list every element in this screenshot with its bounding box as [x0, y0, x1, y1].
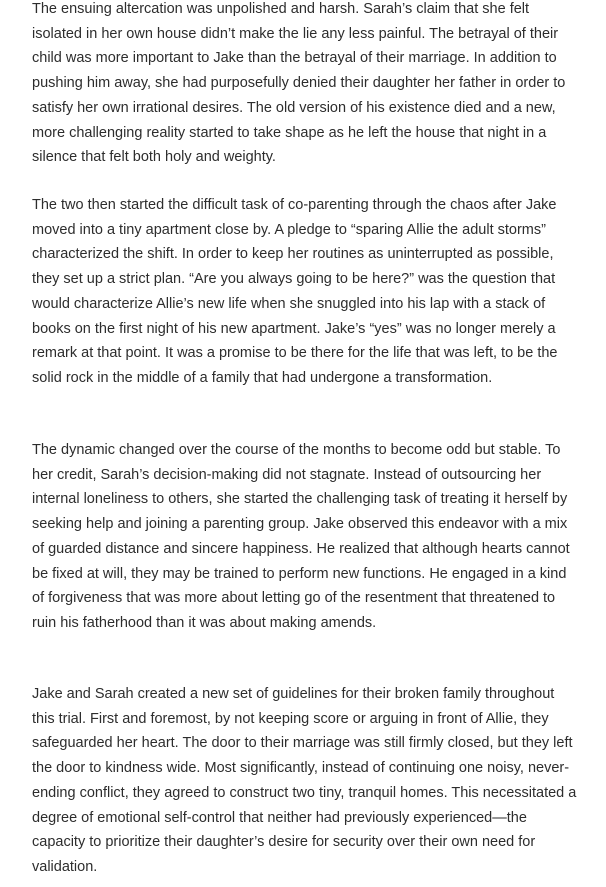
paragraph-new-guidelines: Jake and Sarah created a new set of guidelines for their broken family throughout this trial. First and foremost, by not keeping score or arguing in front of Allie, they safeguarded her heart. The door to their marriage was still firmly closed, but they left the door to kindness wide. Most significantly, instead of continuing one noisy, never-ending conflict, they agreed to construct two tiny, tranquil homes. This necessitated a degree of emotional self-control that neither had previously experienced—the capacity to prioritize their daughter’s desire for security over their own need for validation. — [32, 686, 577, 875]
paragraph-altercation: The ensuing altercation was unpolished and harsh. Sarah’s claim that she felt isolated in her own house didn’t make the lie any less painful. The betrayal of their child was more important to Jake than the betrayal of their marriage. In addition to pushing him away, she had purposefully denied their daughter her father in order to satisfy her own irrational desires. The old version of his existence died and a new, more challenging reality started to take shape as he left the house that night in a silence that felt both holy and weighty. — [32, 1, 566, 166]
paragraph-co-parenting: The two then started the difficult task of co-parenting through the chaos after Jake moved into a tiny apartment close by. A pledge to “sparing Allie the adult storms” characterized the shift. In order to keep her routines as uninterrupted as possible, they set up a strict plan. “Are you always going to be here?” was the question that would characterize Allie’s new life when she snuggled into his lap with a stack of books on the first night of his new apartment. Jake’s “yes” was no longer merely a remark at that point. It was a promise to be there for the life that was left, to be the solid rock in the middle of a family that had undergone a transformation. — [32, 197, 558, 386]
paragraph-dynamic-changed: The dynamic changed over the course of the months to become odd but stable. To her credit, Sarah’s decision-making did not stagnate. Instead of outsourcing her internal loneliness to others, she started the challenging task of treating it herself by seeking help and joining a parenting group. Jake observed this endeavor with a mix of guarded distance and sincere happiness. He realized that although hearts cannot be fixed at will, they may be trained to perform new functions. He engaged in a kind of forgiveness that was more about letting go of the resentment that threatened to ruin his fatherhood than it was about making amends. — [32, 442, 570, 631]
